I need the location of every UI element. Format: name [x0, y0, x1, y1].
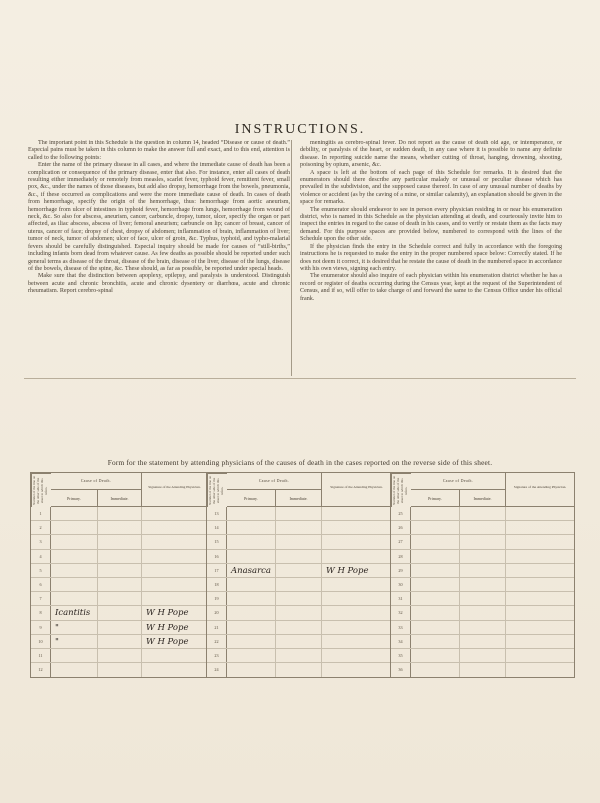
physician-signature	[506, 550, 574, 563]
line-number: 19	[207, 592, 227, 605]
primary-cause	[227, 535, 276, 548]
physician-signature	[322, 621, 391, 634]
line-number: 35	[391, 649, 411, 662]
form-row	[31, 649, 206, 663]
line-number: 4	[31, 550, 51, 563]
form-row	[31, 550, 206, 564]
immediate-cause	[460, 649, 506, 662]
form-row	[207, 649, 390, 663]
line-number: 18	[207, 578, 227, 591]
primary-cause: "	[51, 635, 98, 648]
physician-signature	[142, 507, 207, 520]
physician-signature	[506, 578, 574, 591]
physician-signature	[322, 649, 391, 662]
line-number: 26	[391, 521, 411, 534]
header-immediate: Immediate.	[460, 490, 506, 507]
immediate-cause	[276, 507, 322, 520]
line-number: 21	[207, 621, 227, 634]
line-number: 16	[207, 550, 227, 563]
physician-statement-form	[30, 472, 575, 678]
instruction-paragraph: A space is left at the bottom of each page of this Schedule for remarks. It is desired that the enumerators should there describe any particular malady or unusual or peculiar disease which has prevailed in the subdivision, and the supposed cause thereof. In case of any unusual number of deaths by violence or accident (as by the caving of a mine, or similar calamity), an explanation should be given in the space for remarks.	[300, 169, 562, 206]
immediate-cause	[98, 663, 142, 677]
immediate-cause	[98, 507, 142, 520]
column-divider	[291, 140, 292, 376]
primary-cause	[227, 550, 276, 563]
form-heading: Form for the statement by attending physicians of the causes of death in the cases reported on the reverse side of this sheet.	[107, 458, 493, 467]
form-row	[207, 635, 390, 649]
form-row	[391, 621, 574, 635]
header-signature: Signature of the Attending Physician.	[322, 473, 391, 507]
physician-signature	[322, 606, 391, 619]
physician-signature	[142, 592, 207, 605]
physician-signature	[142, 535, 207, 548]
header-immediate: Immediate.	[98, 490, 142, 507]
header-signature: Signature of the Attending Physician.	[142, 473, 207, 507]
line-number: 6	[31, 578, 51, 591]
form-section	[391, 473, 574, 677]
form-row	[391, 578, 574, 592]
form-row	[391, 507, 574, 521]
immediate-cause	[98, 635, 142, 648]
header-line-number: Number of the line on the other side of the sheet to which this refers.	[31, 473, 51, 507]
form-row	[31, 621, 206, 635]
line-number: 24	[207, 663, 227, 677]
form-row	[391, 649, 574, 663]
physician-signature	[322, 507, 391, 520]
header-line-number: Number of the line on the other side of the sheet to which this refers.	[207, 473, 227, 507]
primary-cause: Icantitis	[51, 606, 98, 619]
form-row	[207, 550, 390, 564]
line-number: 34	[391, 635, 411, 648]
line-number: 8	[31, 606, 51, 619]
form-row	[391, 550, 574, 564]
form-row	[31, 535, 206, 549]
line-number: 33	[391, 621, 411, 634]
immediate-cause	[276, 578, 322, 591]
form-row	[207, 592, 390, 606]
immediate-cause	[276, 663, 322, 677]
physician-signature	[322, 521, 391, 534]
line-number: 28	[391, 550, 411, 563]
primary-cause	[51, 564, 98, 577]
primary-cause	[51, 507, 98, 520]
line-number: 25	[391, 507, 411, 520]
section-rule	[24, 378, 576, 379]
header-primary: Primary.	[51, 490, 98, 507]
physician-signature	[322, 663, 391, 677]
form-row	[31, 606, 206, 620]
instruction-paragraph: meningitis as cerebro-spinal fever. Do not report as the cause of death old age, or intemperance, or debility, or paralysis of the heart, or sudden death, in any case where it is possible to name any definite disease. In reporting suicide name the means, whether cutting of throat, hanging, drowning, shooting, poisoning by opium, arsenic, &c.	[300, 140, 562, 169]
instructions-right-column	[300, 140, 562, 378]
primary-cause	[411, 663, 460, 677]
primary-cause	[411, 606, 460, 619]
form-row	[207, 507, 390, 521]
form-row	[31, 663, 206, 677]
immediate-cause	[276, 592, 322, 605]
header-primary: Primary.	[227, 490, 276, 507]
form-section	[31, 473, 207, 677]
header-primary: Primary.	[411, 490, 460, 507]
primary-cause	[51, 663, 98, 677]
instruction-paragraph: Enter the name of the primary disease in all cases, and where the immediate cause of death has been a complication or consequence of the primary disease, enter that also. For instance, enter all cases of death resulting either immediately or remotely from measles, scarlet fever, typhoid fever, remittent fever, small pox, &c., under the names of those diseases, but add also dropsy, hemorrhage from the bowels, pneumonia, &c., if these occurred as complications and were the more immediate cause of death. In cases of death from hemorrhage, specify the origin of the hemorrhage, thus: hemorrhage from aortic aneurism, hemorrhage from ulcer of intestines in typhoid fever, hemorrhage from lungs, hemorrhage from wound of neck, &c. So also for abscess, aneurism, cancer, carbuncle, dropsy, tumor, ulcer, specify the organ or part affected, as iliac abscess, abscess of liver; femoral aneurism; carbuncle on lip; cancer of breast, cancer of uterus, cancer of face; dropsy of chest, dropsy of abdomen; inflammation of brain, inflammation of liver; tumor of neck, tumor of abdomen; ulcer of face, ulcer of groin, &c. Typhus, typhoid, and typho-malarial fevers should be carefully distinguished. Especial inquiry should be made for causes of “still-births,” including infants born dead from whatever cause. As few deaths as possible should be reported under such general terms as disease of the throat, disease of the brain, disease of the liver, disease of the lungs, disease of the bowels, disease of the spine, &c. These should, as far as possible, be reported under special heads.	[28, 162, 290, 272]
primary-cause	[227, 521, 276, 534]
line-number: 22	[207, 635, 227, 648]
physician-signature	[142, 521, 207, 534]
primary-cause	[411, 621, 460, 634]
primary-cause	[411, 535, 460, 548]
line-number: 30	[391, 578, 411, 591]
immediate-cause	[460, 663, 506, 677]
form-row	[391, 663, 574, 677]
form-row	[31, 521, 206, 535]
immediate-cause	[460, 592, 506, 605]
primary-cause	[227, 592, 276, 605]
line-number: 29	[391, 564, 411, 577]
immediate-cause	[460, 606, 506, 619]
physician-signature	[506, 564, 574, 577]
physician-signature	[506, 592, 574, 605]
primary-cause	[411, 521, 460, 534]
line-number: 23	[207, 649, 227, 662]
instruction-paragraph: If the physician finds the entry in the Schedule correct and fully in accordance with the foregoing instructions he is requested to make the entry in the proper numbered space below: Correctly stated. If he does not deem it correct, it is desired that he restate the cause of death in the numbered space in accordance with his own views, signing each entry.	[300, 243, 562, 272]
physician-signature	[506, 635, 574, 648]
physician-signature	[322, 550, 391, 563]
bleed-through-text	[150, 695, 570, 755]
physician-signature	[142, 564, 207, 577]
immediate-cause	[460, 621, 506, 634]
instruction-paragraph: Make sure that the distinction between apoplexy, epilepsy, and paralysis is understood. Distinguish between acute and chronic bronchitis, acute and chronic dysentery or diarrhœa, acute and chronic rheumatism. Report cerebro-spinal	[28, 273, 290, 295]
line-number: 17	[207, 564, 227, 577]
primary-cause	[227, 621, 276, 634]
physician-signature: W H Pope	[326, 565, 369, 576]
form-row	[31, 507, 206, 521]
header-cause-of-death: Cause of Death.	[411, 473, 506, 490]
physician-signature	[322, 592, 391, 605]
line-number: 3	[31, 535, 51, 548]
primary-cause	[411, 550, 460, 563]
immediate-cause	[276, 649, 322, 662]
line-number: 10	[31, 635, 51, 648]
primary-cause	[227, 578, 276, 591]
physician-signature	[506, 649, 574, 662]
line-number: 31	[391, 592, 411, 605]
immediate-cause	[460, 535, 506, 548]
primary-cause: "	[51, 621, 98, 634]
line-number: 2	[31, 521, 51, 534]
form-row	[31, 564, 206, 578]
header-immediate: Immediate.	[276, 490, 322, 507]
form-row	[391, 521, 574, 535]
primary-cause	[411, 564, 460, 577]
immediate-cause	[460, 564, 506, 577]
form-row	[207, 578, 390, 592]
physician-signature	[506, 535, 574, 548]
form-row	[207, 535, 390, 549]
line-number: 12	[31, 663, 51, 677]
line-number: 15	[207, 535, 227, 548]
primary-cause	[227, 649, 276, 662]
physician-signature: W H Pope	[146, 608, 189, 619]
immediate-cause	[460, 550, 506, 563]
primary-cause: Anasarca	[227, 564, 276, 577]
line-number: 13	[207, 507, 227, 520]
header-cause-of-death: Cause of Death.	[51, 473, 142, 490]
immediate-cause	[276, 550, 322, 563]
immediate-cause	[98, 535, 142, 548]
immediate-cause	[276, 564, 322, 577]
line-number: 14	[207, 521, 227, 534]
physician-signature: W H Pope	[146, 636, 189, 647]
form-row	[31, 592, 206, 606]
immediate-cause	[98, 550, 142, 563]
form-row	[207, 606, 390, 620]
form-section	[207, 473, 391, 677]
immediate-cause	[276, 621, 322, 634]
header-cause-of-death: Cause of Death.	[227, 473, 322, 490]
page-title: INSTRUCTIONS.	[234, 122, 366, 137]
line-number: 11	[31, 649, 51, 662]
primary-cause	[411, 578, 460, 591]
physician-signature	[142, 663, 207, 677]
primary-cause	[411, 649, 460, 662]
form-row	[207, 521, 390, 535]
primary-cause	[411, 592, 460, 605]
physician-signature: W H Pope	[146, 622, 189, 633]
form-row	[391, 592, 574, 606]
instruction-paragraph: The important point in this Schedule is the question in column 14, headed “Disease or cause of death.” Especial pains must be taken in this column to make the answer full and exact, and to this end, attention is called to the following points:	[28, 140, 290, 161]
form-row	[391, 535, 574, 549]
instruction-paragraph: The enumerator should also inquire of each physician within his enumeration district whether he has a record or register of deaths occurring during the Census year, kept at the request of the Superintendent of Census, and if so, will offer to take charge of and forward the same to the Census Office under his official frank.	[300, 273, 562, 302]
physician-signature	[506, 606, 574, 619]
line-number: 7	[31, 592, 51, 605]
physician-signature	[142, 550, 207, 563]
primary-cause	[227, 507, 276, 520]
physician-signature	[322, 578, 391, 591]
physician-signature	[506, 621, 574, 634]
physician-signature	[322, 535, 391, 548]
immediate-cause	[276, 606, 322, 619]
immediate-cause	[98, 649, 142, 662]
physician-signature	[142, 649, 207, 662]
primary-cause	[227, 635, 276, 648]
form-row	[391, 564, 574, 578]
physician-signature	[506, 521, 574, 534]
immediate-cause	[98, 578, 142, 591]
form-row	[207, 564, 390, 578]
physician-signature	[142, 578, 207, 591]
line-number: 9	[31, 621, 51, 634]
line-number: 36	[391, 663, 411, 677]
immediate-cause	[276, 635, 322, 648]
primary-cause	[51, 578, 98, 591]
immediate-cause	[98, 621, 142, 634]
form-row	[391, 635, 574, 649]
physician-signature	[506, 507, 574, 520]
line-number: 32	[391, 606, 411, 619]
primary-cause	[227, 663, 276, 677]
instruction-paragraph: The enumerator should endeavor to see in person every physician residing in or near his enumeration district, who is named in this Schedule as the physician attending at death, and courteously invite him to inspect the entries in regard to the cause of death in his cases, and to verify or restate them as the facts may demand. For this purpose spaces are provided below, numbered to correspond with the lines of the Schedule upon the other side.	[300, 206, 562, 243]
instructions-left-column	[28, 140, 290, 378]
form-row	[31, 578, 206, 592]
line-number: 5	[31, 564, 51, 577]
immediate-cause	[460, 578, 506, 591]
immediate-cause	[460, 507, 506, 520]
line-number: 27	[391, 535, 411, 548]
form-row	[207, 621, 390, 635]
physician-signature	[322, 635, 391, 648]
primary-cause	[51, 535, 98, 548]
form-row	[207, 663, 390, 677]
immediate-cause	[460, 521, 506, 534]
primary-cause	[411, 635, 460, 648]
primary-cause	[51, 521, 98, 534]
immediate-cause	[460, 635, 506, 648]
form-row	[31, 635, 206, 649]
primary-cause	[51, 649, 98, 662]
header-line-number: Number of the line on the other side of the sheet to which this refers.	[391, 473, 411, 507]
primary-cause	[51, 592, 98, 605]
line-number: 1	[31, 507, 51, 520]
header-signature: Signature of the Attending Physician.	[506, 473, 574, 507]
instructions	[28, 140, 574, 378]
immediate-cause	[98, 564, 142, 577]
primary-cause	[51, 550, 98, 563]
immediate-cause	[276, 535, 322, 548]
immediate-cause	[98, 592, 142, 605]
primary-cause	[227, 606, 276, 619]
immediate-cause	[98, 606, 142, 619]
immediate-cause	[98, 521, 142, 534]
line-number: 20	[207, 606, 227, 619]
form-row	[391, 606, 574, 620]
physician-signature	[506, 663, 574, 677]
primary-cause	[411, 507, 460, 520]
immediate-cause	[276, 521, 322, 534]
